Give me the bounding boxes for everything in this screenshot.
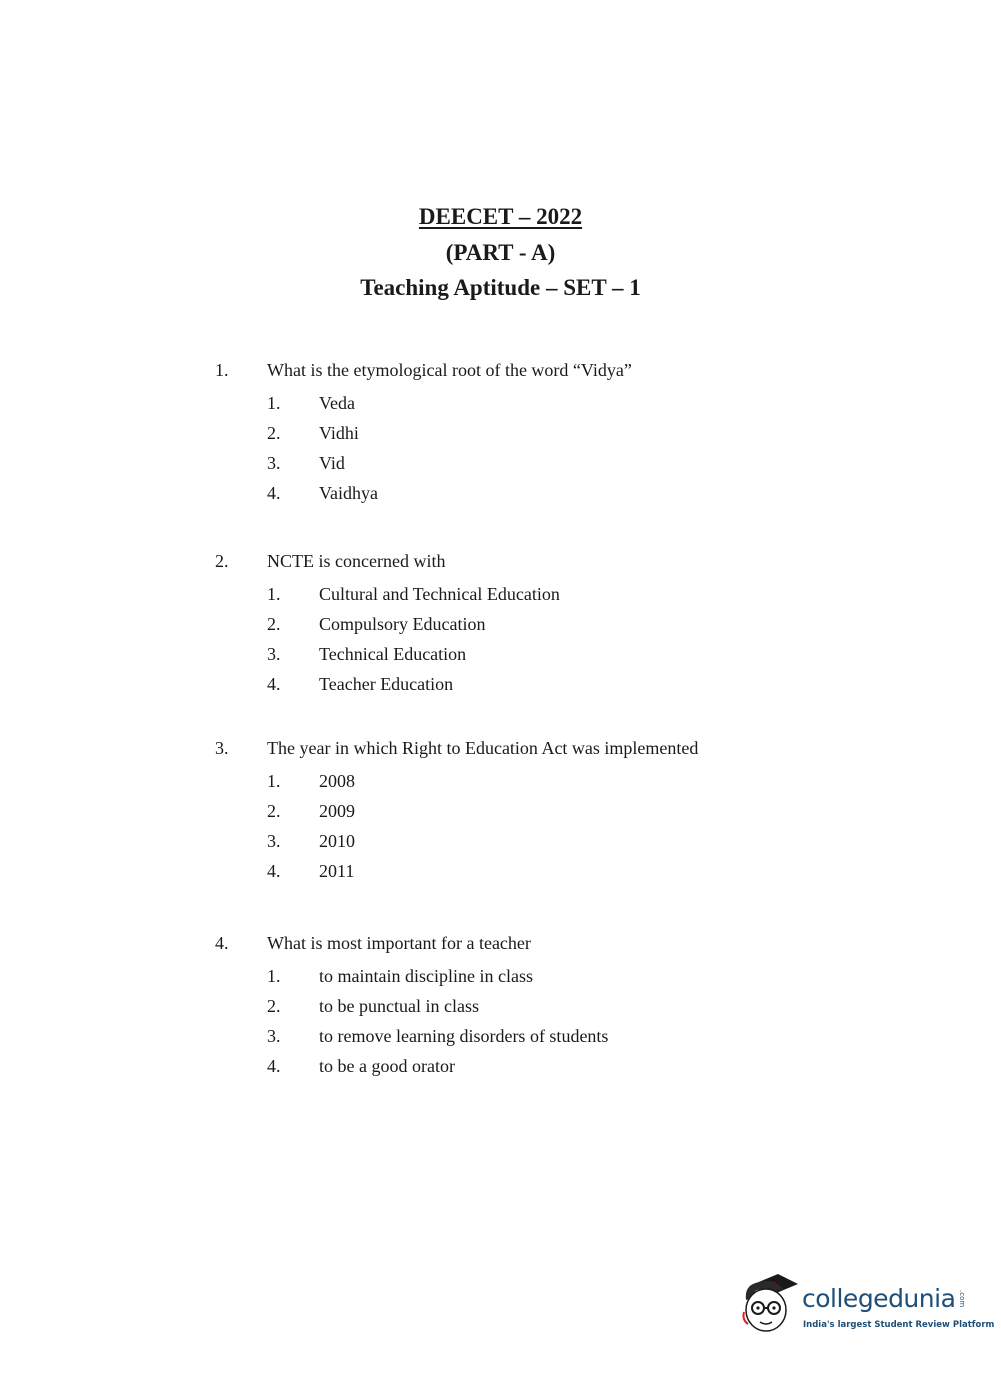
question-number: 2. [215, 551, 229, 571]
question-number: 4. [215, 933, 229, 953]
student-mascot-icon [740, 1270, 800, 1338]
option-number: 3. [267, 644, 281, 664]
option-text: 2008 [319, 771, 355, 791]
brand-dotcom: .com [958, 1290, 966, 1308]
option-number: 2. [267, 423, 281, 443]
question-number: 3. [215, 738, 229, 758]
option-text: Technical Education [319, 644, 467, 664]
option-number: 2. [267, 996, 281, 1016]
option-number: 2. [267, 801, 281, 821]
option-number: 1. [267, 771, 281, 791]
option-number: 1. [267, 584, 281, 604]
question-text: What is the etymological root of the word “Vidya” [267, 360, 632, 380]
option-text: Vidhi [319, 423, 359, 443]
option-number: 3. [267, 453, 281, 473]
option-number: 2. [267, 614, 281, 634]
option-number: 3. [267, 1026, 281, 1046]
question-text: NCTE is concerned with [267, 551, 446, 571]
option-text: Vaidhya [319, 483, 378, 503]
option-number: 3. [267, 831, 281, 851]
exam-title: DEECET – 2022 [418, 204, 583, 229]
option-number: 1. [267, 966, 281, 986]
option-number: 4. [267, 861, 281, 881]
collegedunia-logo [740, 1270, 995, 1340]
option-text: Vid [319, 453, 345, 473]
option-number: 4. [267, 1056, 281, 1076]
option-text: Cultural and Technical Education [319, 584, 560, 604]
option-text: Teacher Education [319, 674, 454, 694]
option-text: to maintain discipline in class [319, 966, 533, 986]
option-text: 2011 [319, 861, 355, 881]
brand-name: collegedunia [802, 1284, 956, 1313]
question-text: The year in which Right to Education Act was implemented [267, 738, 699, 758]
subject-title: Teaching Aptitude – SET – 1 [360, 275, 641, 300]
option-text: Compulsory Education [319, 614, 486, 634]
option-text: 2010 [319, 831, 355, 851]
brand-tagline: India's largest Student Review Platform [803, 1320, 995, 1330]
option-text: to be punctual in class [319, 996, 479, 1016]
option-number: 1. [267, 393, 281, 413]
question-number: 1. [215, 360, 229, 380]
option-number: 4. [267, 674, 281, 694]
part-label: (PART - A) [445, 240, 556, 265]
option-text: to remove learning disorders of students [319, 1026, 609, 1046]
option-text: 2009 [319, 801, 355, 821]
question-text: What is most important for a teacher [267, 933, 531, 953]
option-number: 4. [267, 483, 281, 503]
option-text: Veda [319, 393, 355, 413]
option-text: to be a good orator [319, 1056, 455, 1076]
